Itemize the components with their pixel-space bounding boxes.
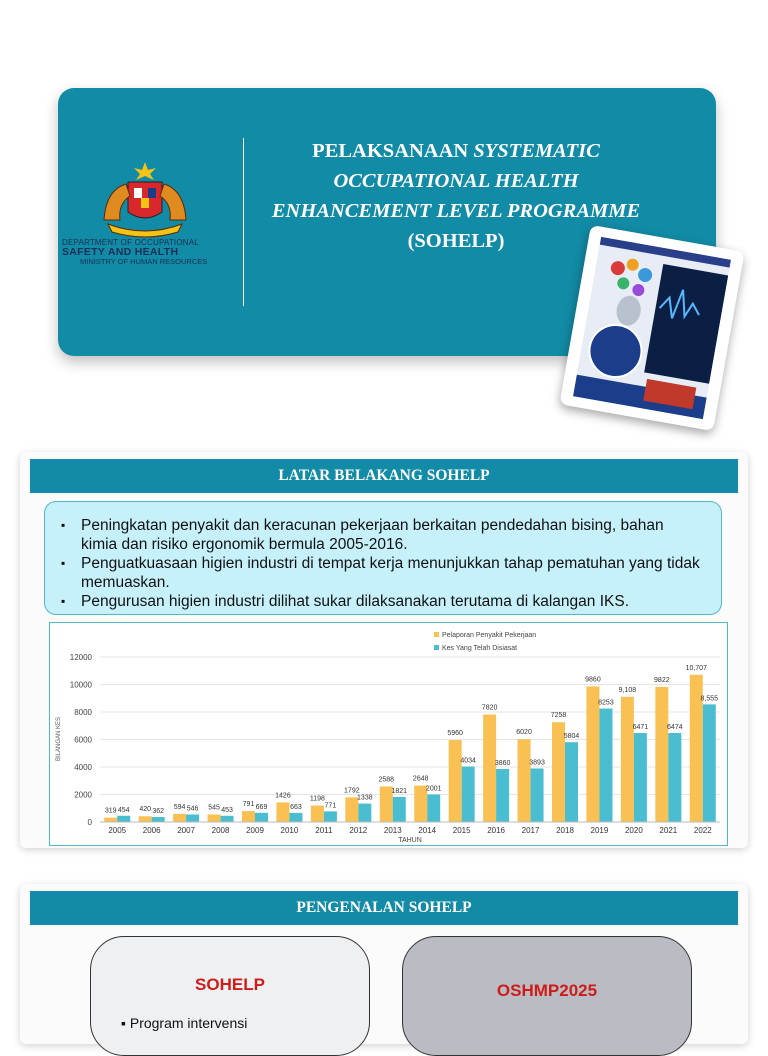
list-item: ▪ Penguatkuasaan higien industri di tempat kerja menunjukkan tahap pematuhan yang tidak memuaskan.: [81, 554, 703, 592]
cases-chart: [49, 622, 728, 846]
data-label: 545: [208, 804, 220, 812]
bar-reported: [276, 802, 289, 822]
bar-investigated: [152, 817, 165, 822]
data-label: 546: [186, 805, 199, 813]
title-line-3: ENHANCEMENT LEVEL PROGRAMME: [271, 200, 641, 222]
y-tick-label: 8000: [74, 708, 92, 717]
bar-investigated: [324, 811, 337, 822]
bar-investigated: [221, 816, 234, 822]
title-line-1a: PELAKSANAAN: [312, 140, 474, 162]
y-tick-label: 12000: [69, 653, 92, 662]
bar-reported: [173, 814, 186, 822]
x-tick-label: 2015: [452, 826, 471, 835]
card-title: OSHMP2025: [496, 981, 598, 1000]
data-label: 2588: [378, 776, 395, 784]
list-item: ▪ Peningkatan penyakit dan keracunan pekerjaan berkaitan pendedahan bising, bahan kimia dan risiko ergonomik bermula 2005-2016.: [81, 516, 703, 554]
bar-reported: [655, 687, 668, 822]
bar-investigated: [531, 768, 544, 822]
section-heading-intro: PENGENALAN SOHELP: [30, 891, 738, 925]
bar-investigated: [634, 733, 647, 822]
list-item: ▪ Pengurusan higien industri dilihat sukar dilaksanakan terutama di kalangan IKS.: [81, 592, 703, 611]
bar-reported: [242, 811, 255, 822]
y-tick-label: 10000: [69, 680, 92, 690]
bar-investigated: [703, 704, 716, 822]
legend-swatch: [434, 645, 439, 650]
bar-reported: [518, 739, 531, 822]
data-label: 2001: [425, 785, 442, 793]
data-label: 10,707: [685, 664, 707, 672]
data-label: 8,555: [700, 695, 719, 703]
bar-investigated: [496, 769, 509, 822]
y-tick-label: 4000: [74, 763, 92, 772]
data-label: 9860: [585, 676, 601, 684]
data-label: 1821: [391, 787, 408, 795]
bar-investigated: [358, 804, 371, 822]
legend-label: Kes Yang Telah Disiasat: [442, 645, 518, 652]
department-name: DEPARTMENT OF OCCUPATIONAL: [62, 238, 199, 247]
title-line-1b: SYSTEMATIC: [473, 140, 600, 162]
malaysia-crest-icon: [98, 160, 192, 238]
data-label: 3893: [529, 759, 545, 767]
x-tick-label: 2022: [693, 826, 712, 835]
data-label: 6474: [667, 723, 683, 731]
data-label: 453: [221, 806, 233, 814]
x-axis-label: TAHUN: [398, 837, 422, 844]
y-tick-label: 6000: [74, 735, 92, 745]
data-label: 319: [104, 807, 117, 815]
x-tick-label: 2010: [280, 826, 299, 835]
card-title: SOHELP: [195, 975, 265, 994]
y-axis-label: BILANGAN KES: [56, 716, 62, 762]
x-tick-label: 2017: [521, 826, 540, 835]
x-tick-label: 2014: [418, 826, 437, 835]
card-item: ▪ Program intervensi: [121, 1015, 248, 1031]
bar-investigated: [117, 816, 130, 822]
data-label: 7820: [481, 704, 498, 712]
bar-investigated: [427, 794, 440, 822]
x-tick-label: 2005: [108, 826, 127, 835]
bar-reported: [208, 815, 221, 822]
legend-swatch: [434, 632, 439, 637]
data-label: 420: [139, 806, 152, 814]
bar-investigated: [668, 733, 681, 822]
x-tick-label: 2009: [246, 826, 264, 835]
x-tick-label: 2020: [624, 826, 643, 835]
data-label: 1426: [275, 792, 291, 800]
bar-reported: [483, 714, 496, 822]
data-label: 454: [117, 806, 130, 814]
data-label: 791: [242, 801, 255, 809]
data-label: 8253: [598, 699, 614, 707]
bar-chart: [50, 623, 727, 845]
bar-reported: [139, 816, 152, 822]
title-line-2: OCCUPATIONAL HEALTH: [333, 170, 579, 192]
bar-investigated: [462, 767, 475, 822]
x-tick-label: 2011: [315, 826, 333, 835]
title-line-4: (SOHELP): [407, 230, 505, 252]
background-bullets: [44, 501, 722, 615]
data-label: 5960: [447, 730, 463, 738]
department-name-main: SAFETY AND HEALTH: [62, 246, 179, 258]
data-label: 7258: [550, 712, 567, 720]
data-label: 6020: [516, 729, 532, 737]
data-label: 2648: [412, 775, 429, 783]
data-label: 1198: [309, 795, 325, 803]
x-tick-label: 2021: [659, 826, 678, 835]
data-label: 9822: [654, 676, 670, 684]
bar-investigated: [599, 709, 612, 822]
data-label: 362: [152, 808, 165, 816]
book-cover-image: [559, 225, 744, 431]
data-label: 1792: [344, 787, 360, 795]
bar-reported: [449, 740, 462, 822]
data-label: 663: [290, 803, 302, 811]
x-tick-label: 2008: [211, 826, 230, 835]
legend-label: Pelaporan Penyakit Pekerjaan: [442, 632, 537, 639]
bar-reported: [104, 818, 117, 822]
data-label: 5804: [563, 733, 580, 741]
x-tick-label: 2007: [177, 826, 196, 835]
divider: [243, 138, 244, 306]
oshmp-card: [402, 936, 692, 1056]
x-tick-label: 2018: [556, 826, 574, 835]
bar-investigated: [186, 814, 199, 822]
bar-investigated: [289, 813, 302, 822]
x-tick-label: 2019: [590, 826, 609, 835]
data-label: 1338: [357, 794, 373, 802]
x-tick-label: 2013: [383, 826, 402, 835]
sohelp-card: [90, 936, 370, 1056]
x-tick-label: 2012: [349, 826, 368, 835]
bar-investigated: [393, 797, 406, 822]
y-tick-label: 0: [87, 818, 92, 827]
data-label: 3860: [494, 759, 511, 767]
bar-investigated: [255, 813, 268, 822]
data-label: 669: [255, 803, 268, 811]
bar-reported: [586, 686, 599, 822]
y-tick-label: 2000: [74, 790, 92, 800]
card-item-text: Program intervensi: [129, 1015, 248, 1031]
x-tick-label: 2006: [142, 826, 161, 835]
data-label: 9,108: [618, 686, 637, 694]
data-label: 6471: [632, 724, 649, 732]
bar-reported: [621, 697, 634, 822]
ministry-name: MINISTRY OF HUMAN RESOURCES: [80, 257, 208, 266]
section-heading-background: LATAR BELAKANG SOHELP: [30, 459, 738, 493]
data-label: 4034: [460, 757, 476, 765]
bar-reported: [311, 806, 324, 822]
data-label: 594: [173, 803, 186, 811]
bar-investigated: [565, 742, 578, 822]
x-tick-label: 2016: [487, 826, 506, 835]
data-label: 771: [324, 802, 337, 810]
